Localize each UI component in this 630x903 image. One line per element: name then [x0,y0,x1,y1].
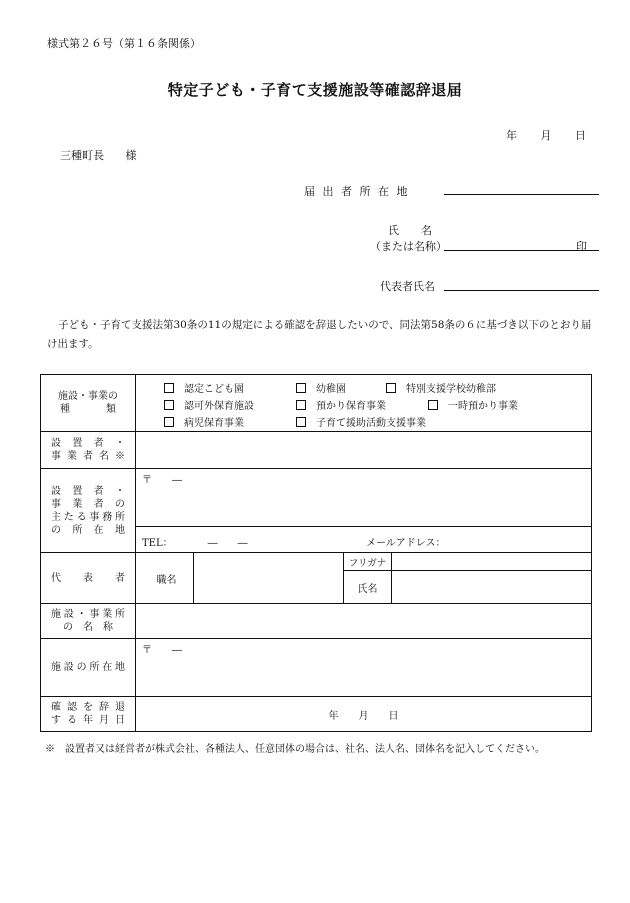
option-youchien[interactable]: 幼稚園 [296,380,346,395]
tel-field[interactable]: TEL： ― ― [142,538,248,549]
checkbox-icon[interactable] [296,417,306,427]
operator-office-contact-row [136,527,592,553]
checkbox-icon[interactable] [164,383,174,393]
representative-name-line[interactable] [444,290,599,291]
checkbox-icon[interactable] [164,417,174,427]
option-tokubetsu-shien[interactable]: 特別支援学校幼稚部 [386,380,496,395]
applicant-address-line[interactable] [444,194,599,195]
furigana-label: フリガナ [344,553,392,571]
facility-type-options [136,375,592,432]
form-number: 様式第２６号（第１６条関係） [47,37,201,50]
withdrawal-form-table [40,374,592,732]
option-nintei-kodomoen[interactable]: 認定こども園 [164,380,244,395]
representative-title-input[interactable] [194,553,344,604]
seal-mark: 印 [576,240,587,253]
representative-title-label: 職名 [136,553,194,604]
operator-name-input[interactable] [136,432,592,469]
checkbox-icon[interactable] [296,400,306,410]
option-ichiji-azukari[interactable]: 一時預かり事業 [428,397,518,412]
postal-mark: 〒 ― [142,645,182,656]
operator-office-label: 設置者・ 事業者の 主たる事務所 の所在地 [41,469,136,553]
date-line: 年 月 日 [506,129,586,142]
option-kosodate-enjo[interactable]: 子育て援助活動支援事業 [296,414,426,429]
representative-label: 代 表 者 [41,553,136,604]
email-field[interactable]: メールアドレス： [366,538,446,549]
withdrawal-date-label: 確認を辞退 する年月日 [41,697,136,732]
operator-office-address-input[interactable] [136,469,592,527]
applicant-name-label: 氏 名 [388,224,432,237]
applicant-address-label: 届 出 者 所 在 地 [304,185,408,198]
operator-name-label: 設置者・ 事業者名※ [41,432,136,469]
option-ninkagai[interactable]: 認可外保育施設 [164,397,254,412]
postal-mark: 〒 ― [142,475,182,486]
option-azukari[interactable]: 預かり保育事業 [296,397,386,412]
body-text: 子ども・子育て支援法第30条の11の規定による確認を辞退したいので、同法第58条の６に基づき以下のとおり届け出ます。 [47,319,592,350]
checkbox-icon[interactable] [164,400,174,410]
representative-name-label: 代表者氏名 [380,280,435,293]
facility-name-input[interactable] [136,604,592,639]
representative-name-input[interactable] [392,571,592,604]
facility-address-input[interactable] [136,639,592,697]
facility-type-label: 施設・事業の 種 類 [41,375,136,432]
representative-name-cell-label: 氏名 [344,571,392,604]
option-byouji[interactable]: 病児保育事業 [164,414,244,429]
furigana-input[interactable] [392,553,592,571]
withdrawal-date-input[interactable]: 年 月 日 [136,697,592,732]
facility-name-label: 施設・事業所 の 名 称 [41,604,136,639]
checkbox-icon[interactable] [428,400,438,410]
facility-address-label: 施設の所在地 [41,639,136,697]
checkbox-icon[interactable] [386,383,396,393]
page-title: 特定子ども・子育て支援施設等確認辞退届 [167,81,463,99]
footnote: ※ 設置者又は経営者が株式会社、各種法人、任意団体の場合は、社名、法人名、団体名を記入してください。 [45,744,545,755]
checkbox-icon[interactable] [296,383,306,393]
applicant-name-sub-label: （または名称） [370,240,447,253]
addressee: 三種町長 様 [60,149,137,162]
